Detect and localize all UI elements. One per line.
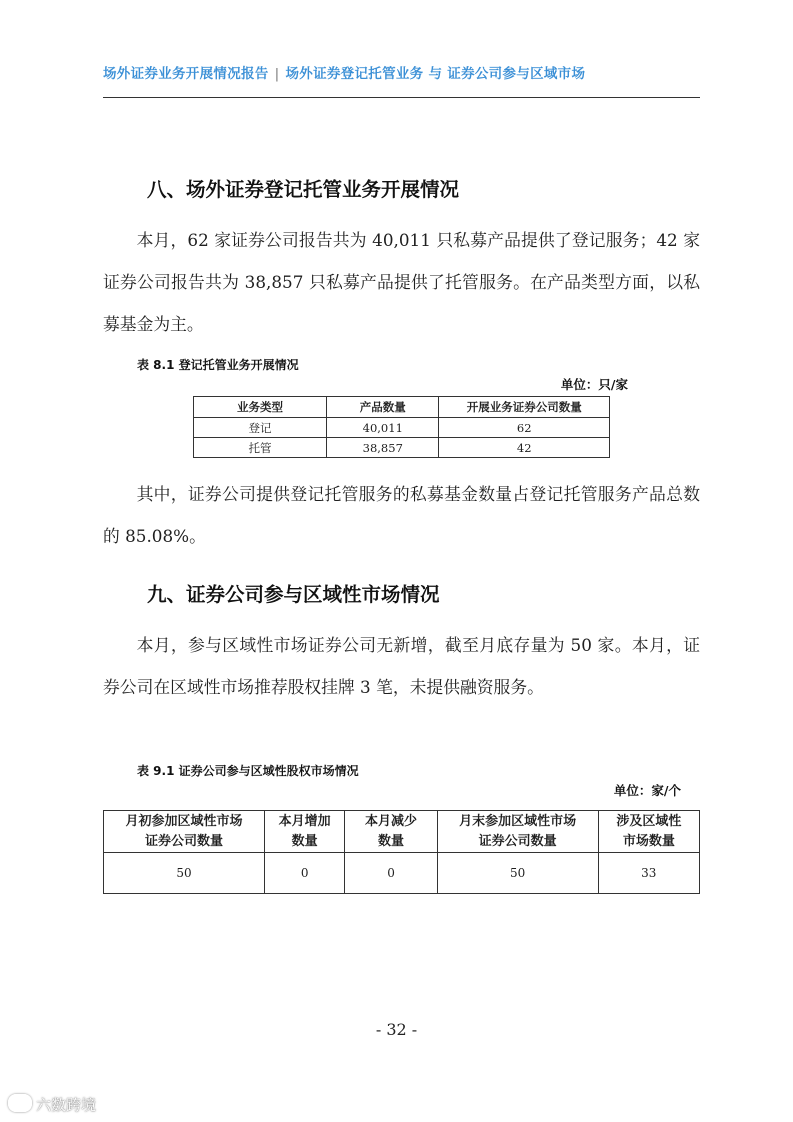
table-cell: 40,011 bbox=[327, 418, 439, 438]
table-header-cell bbox=[264, 811, 344, 853]
table-header-cell bbox=[437, 811, 598, 853]
table-header-cell: 业务类型 bbox=[194, 397, 327, 418]
table-row bbox=[194, 438, 610, 458]
section-9-paragraph-1: 本月，参与区域性市场证券公司无新增，截至月底存量为 50 家。本月，证券公司在区域性市场推荐股权挂牌 3 笔，未提供融资服务。 bbox=[103, 635, 700, 697]
header-line: 数量 bbox=[291, 833, 318, 849]
header-line: 涉及区域性 bbox=[616, 813, 682, 829]
table-header-row bbox=[104, 811, 700, 853]
header-section-title: 场外证券登记托管业务 与 证券公司参与区域市场 bbox=[285, 66, 586, 82]
table-header-cell bbox=[598, 811, 699, 853]
header-line: 证券公司数量 bbox=[478, 833, 557, 849]
section-8-heading: 八、场外证券登记托管业务开展情况 bbox=[147, 178, 460, 201]
table-row bbox=[194, 418, 610, 438]
table-8-1 bbox=[193, 396, 610, 458]
table-8-1-caption: 表 8.1 登记托管业务开展情况 bbox=[137, 358, 299, 372]
table-cell: 38,857 bbox=[327, 438, 439, 458]
table-header-cell: 产品数量 bbox=[327, 397, 439, 418]
table-cell: 托管 bbox=[194, 438, 327, 458]
table-8-1-unit: 单位：只/家 bbox=[560, 377, 628, 392]
watermark-logo-icon bbox=[8, 1094, 32, 1112]
table-cell: 50 bbox=[104, 853, 265, 894]
table-9-1-unit: 单位：家/个 bbox=[613, 783, 681, 798]
table-header-cell bbox=[104, 811, 265, 853]
table-cell: 33 bbox=[598, 853, 699, 894]
table-cell: 62 bbox=[439, 418, 610, 438]
table-cell: 登记 bbox=[194, 418, 327, 438]
section-8-paragraph-1: 本月，62 家证券公司报告共为 40,011 只私募产品提供了登记服务；42 家证券公司报告共为 38,857 只私募产品提供了托管服务。在产品类型方面，以私募基金为主。 bbox=[103, 230, 700, 334]
watermark-text: 六数跨境 bbox=[36, 1096, 97, 1114]
table-cell: 0 bbox=[264, 853, 344, 894]
page-number: - 32 - bbox=[375, 1020, 418, 1039]
header-line: 证券公司数量 bbox=[144, 833, 223, 849]
header-line: 数量 bbox=[378, 833, 405, 849]
header-divider bbox=[103, 97, 700, 98]
header-line: 本月减少 bbox=[365, 813, 418, 829]
header-line: 月末参加区域性市场 bbox=[459, 813, 577, 829]
header-report-title: 场外证券业务开展情况报告 bbox=[103, 66, 269, 82]
table-header-cell: 开展业务证券公司数量 bbox=[439, 397, 610, 418]
table-row bbox=[104, 853, 700, 894]
running-header bbox=[103, 62, 585, 82]
table-cell: 0 bbox=[345, 853, 437, 894]
table-cell: 50 bbox=[437, 853, 598, 894]
table-9-1 bbox=[103, 810, 700, 894]
section-9-heading: 九、证券公司参与区域性市场情况 bbox=[147, 583, 440, 606]
table-9-1-caption: 表 9.1 证券公司参与区域性股权市场情况 bbox=[137, 764, 359, 778]
table-cell: 42 bbox=[439, 438, 610, 458]
header-separator: | bbox=[274, 66, 280, 82]
table-header-row bbox=[194, 397, 610, 418]
table-header-cell bbox=[345, 811, 437, 853]
header-line: 月初参加区域性市场 bbox=[125, 813, 243, 829]
header-line: 本月增加 bbox=[278, 813, 331, 829]
watermark bbox=[8, 1094, 96, 1115]
section-8-paragraph-2: 其中，证券公司提供登记托管服务的私募基金数量占登记托管服务产品总数的 85.08%。 bbox=[103, 484, 700, 546]
header-line: 市场数量 bbox=[622, 833, 675, 849]
